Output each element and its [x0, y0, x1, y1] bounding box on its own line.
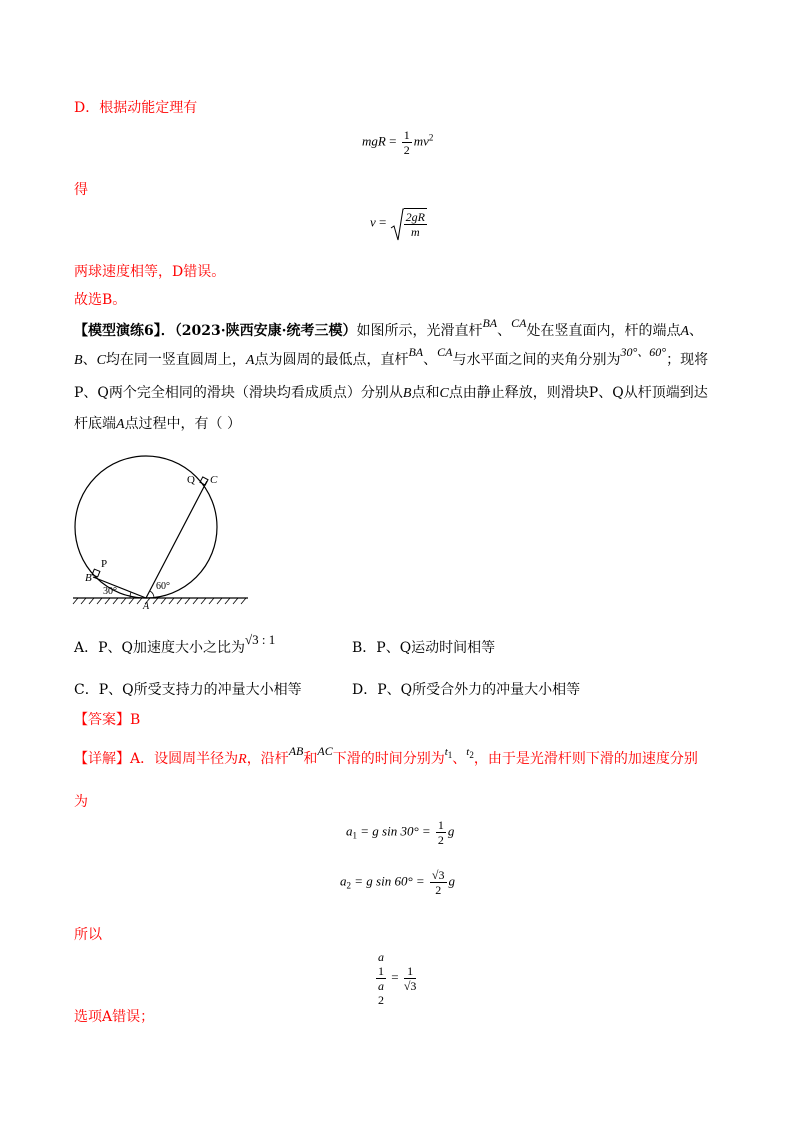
angle-arc-60 [150, 591, 154, 598]
velocity-equation: v = $\frac{2gR}{m}$ [370, 208, 429, 239]
problem-line-1: 【模型演练6】．（2023·陕西安康·统考三模）如图所示，光滑直杆BA、CA处在竖直面内，杆的端点A、 [74, 316, 704, 339]
accel-ratio-equation: a 1 a 2 = $\frac{1}{√3}$ [378, 950, 417, 1007]
slider-q [200, 477, 208, 485]
option-c[interactable]: C．P、Q所受支持力的冲量大小相等 [74, 682, 302, 698]
kinetic-energy-equation: mgR = $\frac{1}{2}$ $mv^2$ [362, 128, 434, 157]
de-label: 得 [74, 182, 88, 198]
label-q: Q [187, 474, 195, 486]
answer-label: 【答案】B [74, 712, 141, 728]
sqrt-sign-icon [390, 208, 404, 242]
label-angle-60: 60° [156, 581, 170, 592]
circle-rod-diagram [70, 455, 250, 615]
answer-choice-line: 故选B。 [74, 292, 127, 308]
option-a[interactable]: A．P、Q加速度大小之比为√3 : 1 [74, 632, 276, 656]
angle-arc-30 [130, 592, 131, 598]
option-d-conclusion: 两球速度相等，D错误。 [74, 264, 226, 280]
option-d-explanation: D．根据动能定理有 [74, 100, 198, 116]
accel-a2-equation: $a_2 = g$ sin 60° = $\frac{√3}{2}$ g [340, 868, 456, 897]
label-angle-30: 30° [103, 586, 117, 597]
problem-line-2: B、C均在同一竖直圆周上，A点为圆周的最低点，直杆BA、CA与水平面之间的夹角分别为30°、60°；现将 [74, 345, 709, 368]
problem-line-3: P、Q两个完全相同的滑块（滑块均看成质点）分别从B点和C点由静止释放，则滑块P、Q从杆顶端到达 [74, 385, 708, 401]
ground-hatching [73, 598, 246, 604]
option-b[interactable]: B．P、Q运动时间相等 [352, 640, 496, 656]
label-c: C [210, 474, 218, 486]
option-d[interactable]: D．P、Q所受合外力的冲量大小相等 [352, 682, 581, 698]
rod-ba [93, 577, 146, 598]
label-b: B [85, 572, 92, 584]
problem-line-4: 杆底端A点过程中，有（ ） [74, 416, 242, 432]
label-a: A [143, 601, 150, 612]
suoyi-label: 所以 [74, 927, 102, 943]
accel-a1-equation: $a_1 = g$ sin 30° = $\frac{1}{2}$ g [346, 818, 455, 847]
slider-p [92, 569, 100, 577]
option-a-conclusion: 选项A错误； [74, 1009, 155, 1025]
detail-line-1: 【详解】A．设圆周半径为R，沿杆AB和AC下滑的时间分别为$^{t_1}$、$^{t_2}$，由于是光滑杆则下滑的加速度分别 [74, 744, 698, 767]
detail-wei: 为 [74, 794, 88, 810]
label-p: P [101, 558, 108, 570]
